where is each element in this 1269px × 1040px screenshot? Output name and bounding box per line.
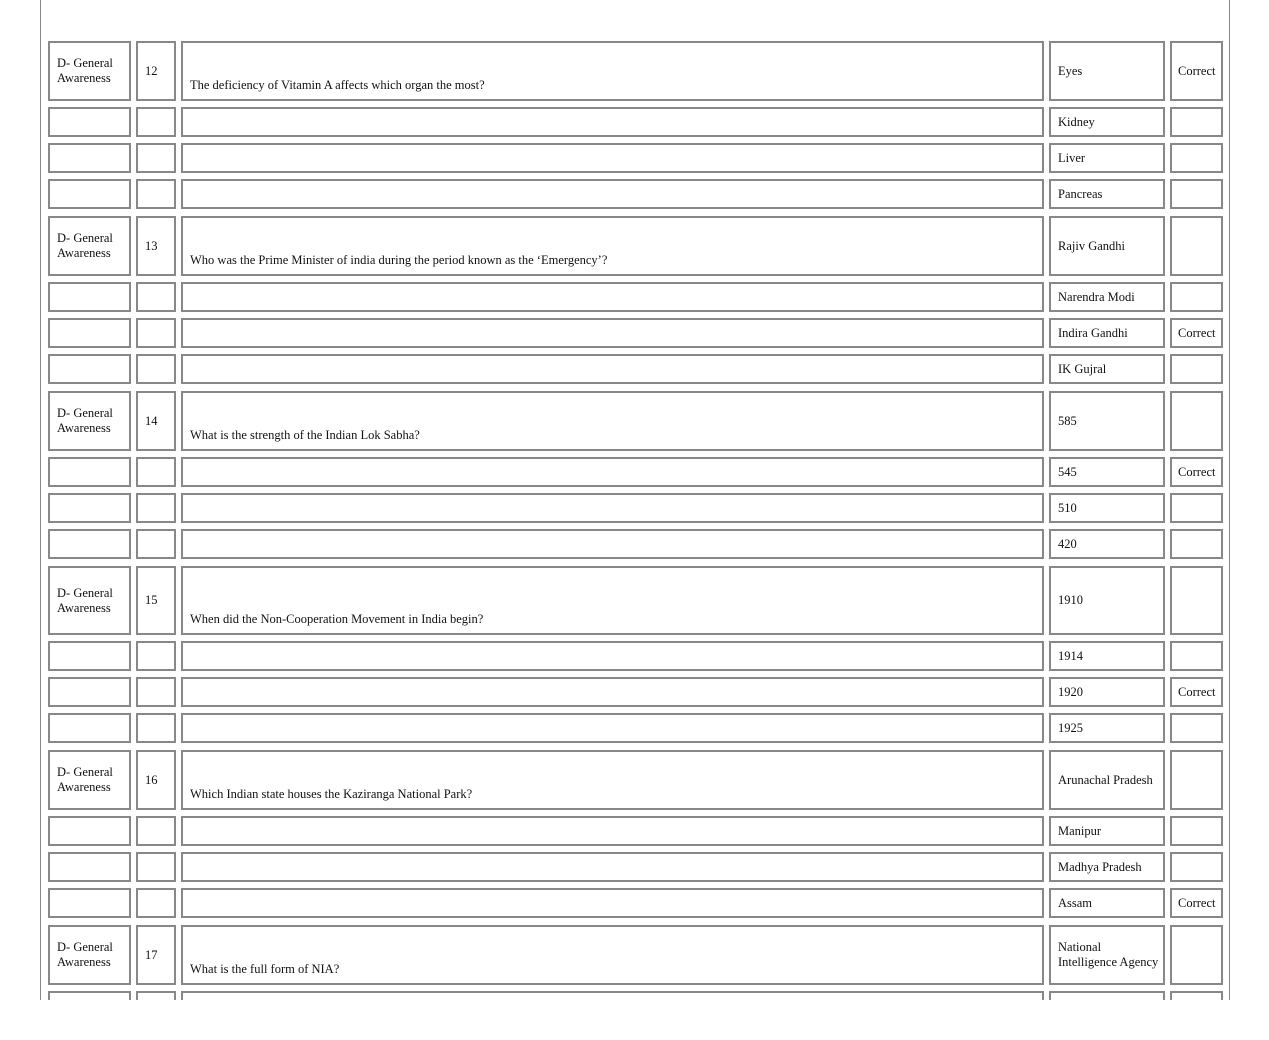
option-cell-text: Rajiv Gandhi	[1058, 238, 1126, 253]
question-number-cell	[136, 750, 176, 810]
question-text-cell	[181, 888, 1044, 918]
section-cell	[48, 991, 131, 1000]
question-number-cell	[136, 41, 176, 101]
answer-mark-cell	[1170, 991, 1223, 1000]
answer-mark-cell	[1170, 641, 1223, 671]
option-cell-text: Assam	[1058, 895, 1093, 910]
option-cell-text: National Intelligence Agency	[1058, 940, 1159, 969]
question-number-cell	[136, 354, 176, 384]
question-text-cell	[181, 41, 1044, 101]
answer-mark-cell-text: Correct	[1178, 895, 1216, 910]
question-number-cell-text: 15	[145, 593, 158, 607]
answer-mark-cell	[1170, 318, 1223, 348]
question-number-cell	[136, 216, 176, 276]
answer-mark-cell-text: Correct	[1178, 684, 1216, 699]
question-text-cell-text: What is the full form of NIA?	[190, 962, 340, 976]
question-text-cell	[181, 143, 1044, 173]
answer-mark-cell	[1170, 457, 1223, 487]
answer-mark-cell-text: Correct	[1178, 464, 1216, 479]
option-cell-text: 1910	[1058, 593, 1083, 607]
section-cell	[48, 179, 131, 209]
answer-mark-cell	[1170, 354, 1223, 384]
question-number-cell-text: 12	[145, 63, 158, 78]
question-number-cell	[136, 493, 176, 523]
question-number-cell-text: 13	[145, 238, 158, 253]
question-text-cell	[181, 925, 1044, 985]
option-cell-text: Kidney	[1058, 114, 1095, 129]
option-cell	[1049, 354, 1165, 384]
question-number-cell	[136, 566, 176, 635]
answer-mark-cell	[1170, 391, 1223, 451]
option-cell	[1049, 641, 1165, 671]
option-cell	[1049, 852, 1165, 882]
question-text-cell	[181, 216, 1044, 276]
option-cell	[1049, 493, 1165, 523]
section-cell	[48, 529, 131, 559]
option-cell-text: 1914	[1058, 648, 1083, 663]
answer-mark-cell	[1170, 677, 1223, 707]
question-text-cell	[181, 566, 1044, 635]
question-text-cell	[181, 391, 1044, 451]
answer-mark-cell-text: Correct	[1178, 63, 1216, 78]
answer-mark-cell	[1170, 493, 1223, 523]
question-text-cell	[181, 677, 1044, 707]
question-number-cell	[136, 713, 176, 743]
option-cell-text: 545	[1058, 464, 1077, 479]
question-table	[40, 0, 1230, 1000]
section-cell-text: D- General Awareness	[57, 56, 113, 85]
question-text-cell	[181, 457, 1044, 487]
answer-mark-cell	[1170, 107, 1223, 137]
section-cell	[48, 677, 131, 707]
option-cell	[1049, 566, 1165, 635]
option-cell	[1049, 107, 1165, 137]
question-number-cell	[136, 529, 176, 559]
question-number-cell	[136, 991, 176, 1000]
question-number-cell	[136, 457, 176, 487]
question-text-cell	[181, 318, 1044, 348]
option-cell-text: 1920	[1058, 684, 1083, 699]
option-cell-text: IK Gujral	[1058, 361, 1107, 376]
answer-mark-cell	[1170, 529, 1223, 559]
answer-mark-cell	[1170, 925, 1223, 985]
answer-mark-cell	[1170, 143, 1223, 173]
option-cell-text: 1925	[1058, 720, 1083, 735]
answer-mark-cell	[1170, 282, 1223, 312]
option-cell	[1049, 41, 1165, 101]
section-cell	[48, 925, 131, 985]
section-cell	[48, 318, 131, 348]
question-text-cell-text: The deficiency of Vitamin A affects which organ the most?	[190, 78, 485, 92]
section-cell-text: D- General Awareness	[57, 765, 113, 794]
question-text-cell-text: What is the strength of the Indian Lok Sabha?	[190, 428, 420, 442]
question-text-cell	[181, 852, 1044, 882]
answer-mark-cell	[1170, 852, 1223, 882]
answer-mark-cell	[1170, 566, 1223, 635]
answer-mark-cell	[1170, 216, 1223, 276]
answer-mark-cell	[1170, 816, 1223, 846]
answer-mark-cell-text: Correct	[1178, 325, 1216, 340]
question-text-cell-text: When did the Non-Cooperation Movement in India begin?	[190, 612, 484, 626]
question-text-cell	[181, 641, 1044, 671]
answer-mark-cell	[1170, 713, 1223, 743]
option-cell	[1049, 143, 1165, 173]
section-cell	[48, 41, 131, 101]
option-cell-text: Eyes	[1058, 63, 1083, 78]
question-text-cell	[181, 529, 1044, 559]
option-cell	[1049, 677, 1165, 707]
section-cell	[48, 391, 131, 451]
section-cell	[48, 713, 131, 743]
option-cell	[1049, 216, 1165, 276]
answer-mark-cell	[1170, 179, 1223, 209]
option-cell	[1049, 750, 1165, 810]
question-number-cell	[136, 391, 176, 451]
question-text-cell	[181, 816, 1044, 846]
section-cell-text: D- General Awareness	[57, 585, 113, 615]
section-cell	[48, 143, 131, 173]
question-number-cell	[136, 816, 176, 846]
option-cell-text: Madhya Pradesh	[1058, 859, 1142, 874]
option-cell	[1049, 816, 1165, 846]
question-number-cell	[136, 318, 176, 348]
section-cell-text: D- General Awareness	[57, 940, 113, 969]
option-cell-text: Arunachal Pradesh	[1058, 772, 1153, 787]
option-cell-text: Liver	[1058, 150, 1086, 165]
question-number-cell	[136, 677, 176, 707]
question-number-cell-text: 16	[145, 772, 158, 787]
section-cell	[48, 852, 131, 882]
question-number-cell	[136, 179, 176, 209]
question-number-cell	[136, 282, 176, 312]
section-cell	[48, 750, 131, 810]
question-text-cell-text: Who was the Prime Minister of india during the period known as the ‘Emergency’?	[190, 253, 608, 267]
question-number-cell	[136, 888, 176, 918]
option-cell	[1049, 713, 1165, 743]
option-cell-text: Narendra Modi	[1058, 289, 1135, 304]
option-cell	[1049, 179, 1165, 209]
option-cell	[1049, 529, 1165, 559]
question-number-cell	[136, 143, 176, 173]
option-cell	[1049, 888, 1165, 918]
question-number-cell	[136, 852, 176, 882]
question-text-cell	[181, 493, 1044, 523]
answer-mark-cell	[1170, 41, 1223, 101]
section-cell-text: D- General Awareness	[57, 231, 113, 260]
option-cell-text: 420	[1058, 536, 1077, 551]
answer-mark-cell	[1170, 750, 1223, 810]
section-cell	[48, 888, 131, 918]
question-number-cell	[136, 925, 176, 985]
option-cell	[1049, 282, 1165, 312]
answer-mark-cell	[1170, 888, 1223, 918]
section-cell	[48, 354, 131, 384]
section-cell	[48, 566, 131, 635]
question-text-cell	[181, 991, 1044, 1000]
option-cell-text: Pancreas	[1058, 186, 1103, 201]
question-number-cell	[136, 107, 176, 137]
section-cell-text: D- General Awareness	[57, 406, 113, 435]
option-cell-text: Manipur	[1058, 823, 1102, 838]
section-cell	[48, 816, 131, 846]
option-cell	[1049, 457, 1165, 487]
section-cell	[48, 641, 131, 671]
question-text-cell	[181, 750, 1044, 810]
question-text-cell	[181, 179, 1044, 209]
question-number-cell	[136, 641, 176, 671]
option-cell-text: Indira Gandhi	[1058, 325, 1128, 340]
option-cell-text: 510	[1058, 500, 1077, 515]
question-text-cell	[181, 713, 1044, 743]
section-cell	[48, 282, 131, 312]
question-text-cell-text: Which Indian state houses the Kaziranga National Park?	[190, 787, 473, 801]
option-cell	[1049, 991, 1165, 1000]
question-number-cell-text: 17	[145, 947, 158, 962]
section-cell	[48, 216, 131, 276]
question-text-cell	[181, 282, 1044, 312]
section-cell	[48, 457, 131, 487]
option-cell	[1049, 318, 1165, 348]
option-cell-text: 585	[1058, 413, 1077, 428]
section-cell	[48, 107, 131, 137]
question-text-cell	[181, 107, 1044, 137]
section-cell	[48, 493, 131, 523]
question-text-cell	[181, 354, 1044, 384]
option-cell	[1049, 391, 1165, 451]
option-cell	[1049, 925, 1165, 985]
question-number-cell-text: 14	[145, 413, 158, 428]
